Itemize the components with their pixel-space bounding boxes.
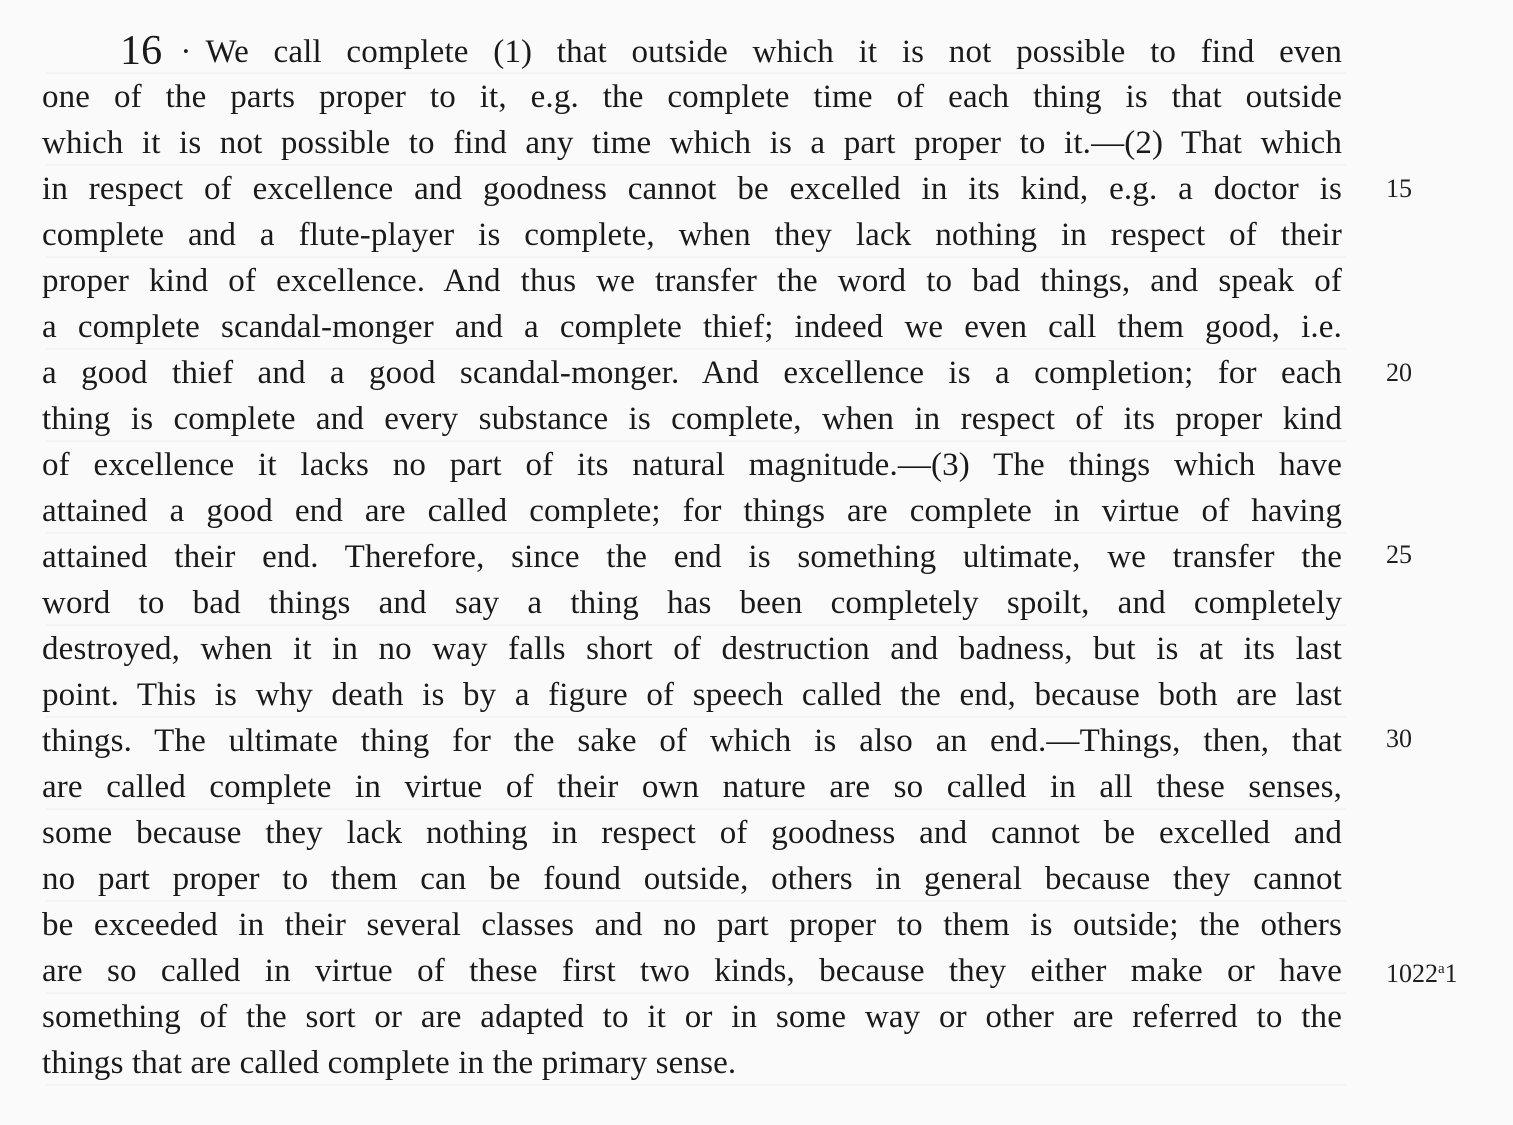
margin-line-number: 30 [1386, 724, 1412, 753]
text-line: complete and a flute-player is complete, when they lack nothing in respect of their [42, 217, 1342, 253]
bekker-page: 1022 [1386, 959, 1438, 988]
text-line: some because they lack nothing in respect of goodness and cannot be excelled and [42, 815, 1342, 851]
text-line: one of the parts proper to it, e.g. the complete time of each thing is that outside [42, 79, 1342, 115]
bekker-line: 1 [1444, 959, 1458, 988]
text-line: attained their end. Therefore, since the end is something ultimate, we transfer the [42, 539, 1342, 575]
text-line: attained a good end are called complete; for things are complete in virtue of having [42, 493, 1342, 529]
text-line: something of the sort or are adapted to it or in some way or other are referred to the [42, 999, 1342, 1035]
margin-line-number: 20 [1386, 358, 1412, 387]
text-line: things that are called complete in the primary sense. [42, 1045, 737, 1081]
text-line: proper kind of excellence. And thus we transfer the word to bad things, and speak of [42, 263, 1342, 299]
margin-line-number: 25 [1386, 540, 1412, 569]
text-line: which it is not possible to find any time which is a part proper to it.—(2) That which [42, 125, 1342, 161]
text-line: destroyed, when it in no way falls short of destruction and badness, but is at its last [42, 631, 1342, 667]
margin-line-number: 15 [1386, 174, 1412, 203]
text-line: point. This is why death is by a figure of speech called the end, because both are last [42, 677, 1342, 713]
text-line: be exceeded in their several classes and no part proper to them is outside; the others [42, 907, 1342, 943]
section-dot: · [180, 34, 192, 70]
text-line: things. The ultimate thing for the sake of which is also an end.—Things, then, that [42, 723, 1342, 759]
bekker-column: a [1438, 961, 1445, 977]
text-line: thing is complete and every substance is complete, when in respect of its proper kind [42, 401, 1342, 437]
line-text: We call complete (1) that outside which it is not possible to find even [205, 34, 1342, 70]
text-line: no part proper to them can be found outside, others in general because they cannot [42, 861, 1342, 897]
section-number: 16 [120, 28, 163, 74]
text-line [42, 28, 1342, 74]
bekker-reference [1386, 954, 1496, 989]
text-line: word to bad things and say a thing has been completely spoilt, and completely [42, 585, 1342, 621]
text-line: are so called in virtue of these first two kinds, because they either make or have [42, 953, 1342, 989]
text-line: in respect of excellence and goodness cannot be excelled in its kind, e.g. a doctor is [42, 171, 1342, 207]
text-line: a complete scandal-monger and a complete thief; indeed we even call them good, i.e. [42, 309, 1342, 345]
text-line: are called complete in virtue of their own nature are so called in all these senses, [42, 769, 1342, 805]
text-line: a good thief and a good scandal-monger. And excellence is a completion; for each [42, 355, 1342, 391]
text-line: of excellence it lacks no part of its natural magnitude.—(3) The things which have [42, 447, 1342, 483]
